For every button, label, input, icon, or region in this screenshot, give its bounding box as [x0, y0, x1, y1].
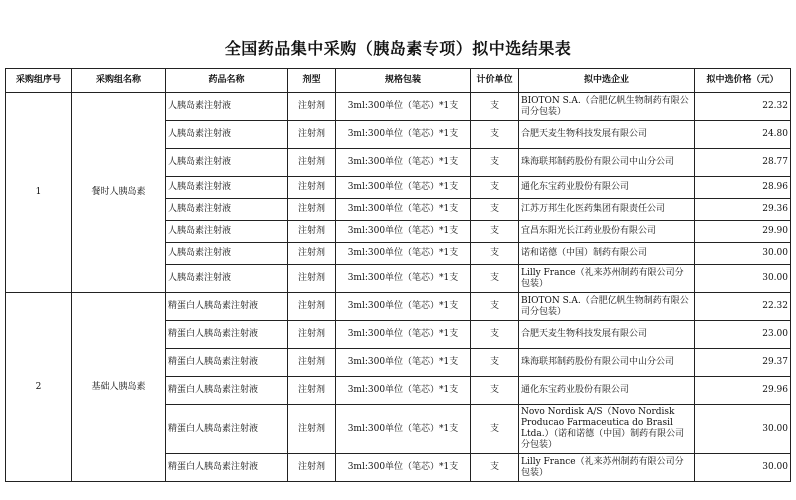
company: Lilly France（礼来苏州制药有限公司分包装）: [519, 265, 695, 293]
dosage-form: 注射剂: [288, 221, 336, 243]
spec-package: 3ml:300单位（笔芯）*1支: [336, 199, 471, 221]
spec-package: 3ml:300单位（笔芯）*1支: [336, 177, 471, 199]
spec-package: 3ml:300单位（笔芯）*1支: [336, 149, 471, 177]
dosage-form: 注射剂: [288, 349, 336, 377]
dosage-form: 注射剂: [288, 243, 336, 265]
pricing-unit: 支: [471, 221, 519, 243]
drug-name: 人胰岛素注射液: [166, 121, 288, 149]
header-price: 拟中选价格（元）: [695, 69, 791, 93]
drug-name: 精蛋白人胰岛素注射液: [166, 377, 288, 405]
pricing-unit: 支: [471, 93, 519, 121]
spec-package: 3ml:300单位（笔芯）*1支: [336, 265, 471, 293]
results-table: [5, 68, 791, 482]
company: 宜昌东阳光长江药业股份有限公司: [519, 221, 695, 243]
spec-package: 3ml:300单位（笔芯）*1支: [336, 454, 471, 482]
header-dosage-form: 剂型: [288, 69, 336, 93]
company: 江苏万邦生化医药集团有限责任公司: [519, 199, 695, 221]
pricing-unit: 支: [471, 349, 519, 377]
spec-package: 3ml:300单位（笔芯）*1支: [336, 221, 471, 243]
price: 30.00: [695, 265, 791, 293]
table-row: [6, 293, 791, 321]
header-drug-name: 药品名称: [166, 69, 288, 93]
spec-package: 3ml:300单位（笔芯）*1支: [336, 349, 471, 377]
price: 23.00: [695, 321, 791, 349]
drug-name: 精蛋白人胰岛素注射液: [166, 293, 288, 321]
drug-name: 人胰岛素注射液: [166, 221, 288, 243]
pricing-unit: 支: [471, 149, 519, 177]
header-company: 拟中选企业: [519, 69, 695, 93]
header-spec-package: 规格包装: [336, 69, 471, 93]
pricing-unit: 支: [471, 405, 519, 454]
price: 24.80: [695, 121, 791, 149]
dosage-form: 注射剂: [288, 177, 336, 199]
group-seq: 2: [6, 293, 72, 482]
spec-package: 3ml:300单位（笔芯）*1支: [336, 243, 471, 265]
drug-name: 精蛋白人胰岛素注射液: [166, 405, 288, 454]
dosage-form: 注射剂: [288, 321, 336, 349]
company: 诺和诺德（中国）制药有限公司: [519, 243, 695, 265]
spec-package: 3ml:300单位（笔芯）*1支: [336, 293, 471, 321]
table-row: [6, 93, 791, 121]
price: 29.37: [695, 349, 791, 377]
pricing-unit: 支: [471, 265, 519, 293]
price: 30.00: [695, 243, 791, 265]
header-row: [6, 69, 791, 93]
page-title: 全国药品集中采购（胰岛素专项）拟中选结果表: [224, 39, 572, 58]
pricing-unit: 支: [471, 243, 519, 265]
company: 通化东宝药业股份有限公司: [519, 177, 695, 199]
price: 28.96: [695, 177, 791, 199]
price: 29.36: [695, 199, 791, 221]
drug-name: 精蛋白人胰岛素注射液: [166, 349, 288, 377]
pricing-unit: 支: [471, 293, 519, 321]
company: 合肥天麦生物科技发展有限公司: [519, 321, 695, 349]
drug-name: 人胰岛素注射液: [166, 199, 288, 221]
dosage-form: 注射剂: [288, 199, 336, 221]
drug-name: 精蛋白人胰岛素注射液: [166, 454, 288, 482]
pricing-unit: 支: [471, 454, 519, 482]
price: 29.96: [695, 377, 791, 405]
spec-package: 3ml:300单位（笔芯）*1支: [336, 377, 471, 405]
header-group-seq: 采购组序号: [6, 69, 72, 93]
header-pricing-unit: 计价单位: [471, 69, 519, 93]
dosage-form: 注射剂: [288, 377, 336, 405]
drug-name: 人胰岛素注射液: [166, 93, 288, 121]
drug-name: 人胰岛素注射液: [166, 243, 288, 265]
pricing-unit: 支: [471, 199, 519, 221]
spec-package: 3ml:300单位（笔芯）*1支: [336, 405, 471, 454]
company: BIOTON S.A.（合肥亿帆生物制药有限公司分包装）: [519, 293, 695, 321]
drug-name: 精蛋白人胰岛素注射液: [166, 321, 288, 349]
drug-name: 人胰岛素注射液: [166, 177, 288, 199]
price: 22.32: [695, 293, 791, 321]
price: 30.00: [695, 405, 791, 454]
group-name: 基础人胰岛素: [72, 293, 166, 482]
dosage-form: 注射剂: [288, 121, 336, 149]
dosage-form: 注射剂: [288, 149, 336, 177]
group-name: 餐时人胰岛素: [72, 93, 166, 293]
pricing-unit: 支: [471, 177, 519, 199]
spec-package: 3ml:300单位（笔芯）*1支: [336, 321, 471, 349]
company: 珠海联邦制药股份有限公司中山分公司: [519, 149, 695, 177]
company: Novo Nordisk A/S（Novo Nordisk Producao Farmaceutica do Brasil Ltda.）（诺和诺德（中国）制药有限公司分包装）: [519, 405, 695, 454]
drug-name: 人胰岛素注射液: [166, 265, 288, 293]
dosage-form: 注射剂: [288, 293, 336, 321]
drug-name: 人胰岛素注射液: [166, 149, 288, 177]
company: 珠海联邦制药股份有限公司中山分公司: [519, 349, 695, 377]
pricing-unit: 支: [471, 121, 519, 149]
company: Lilly France（礼来苏州制药有限公司分包装）: [519, 454, 695, 482]
price: 30.00: [695, 454, 791, 482]
group-seq: 1: [6, 93, 72, 293]
price: 22.32: [695, 93, 791, 121]
company: 合肥天麦生物科技发展有限公司: [519, 121, 695, 149]
company: 通化东宝药业股份有限公司: [519, 377, 695, 405]
pricing-unit: 支: [471, 321, 519, 349]
dosage-form: 注射剂: [288, 93, 336, 121]
price: 28.77: [695, 149, 791, 177]
company: BIOTON S.A.（合肥亿帆生物制药有限公司分包装）: [519, 93, 695, 121]
dosage-form: 注射剂: [288, 454, 336, 482]
spec-package: 3ml:300单位（笔芯）*1支: [336, 121, 471, 149]
pricing-unit: 支: [471, 377, 519, 405]
dosage-form: 注射剂: [288, 405, 336, 454]
header-group-name: 采购组名称: [72, 69, 166, 93]
spec-package: 3ml:300单位（笔芯）*1支: [336, 93, 471, 121]
dosage-form: 注射剂: [288, 265, 336, 293]
price: 29.90: [695, 221, 791, 243]
